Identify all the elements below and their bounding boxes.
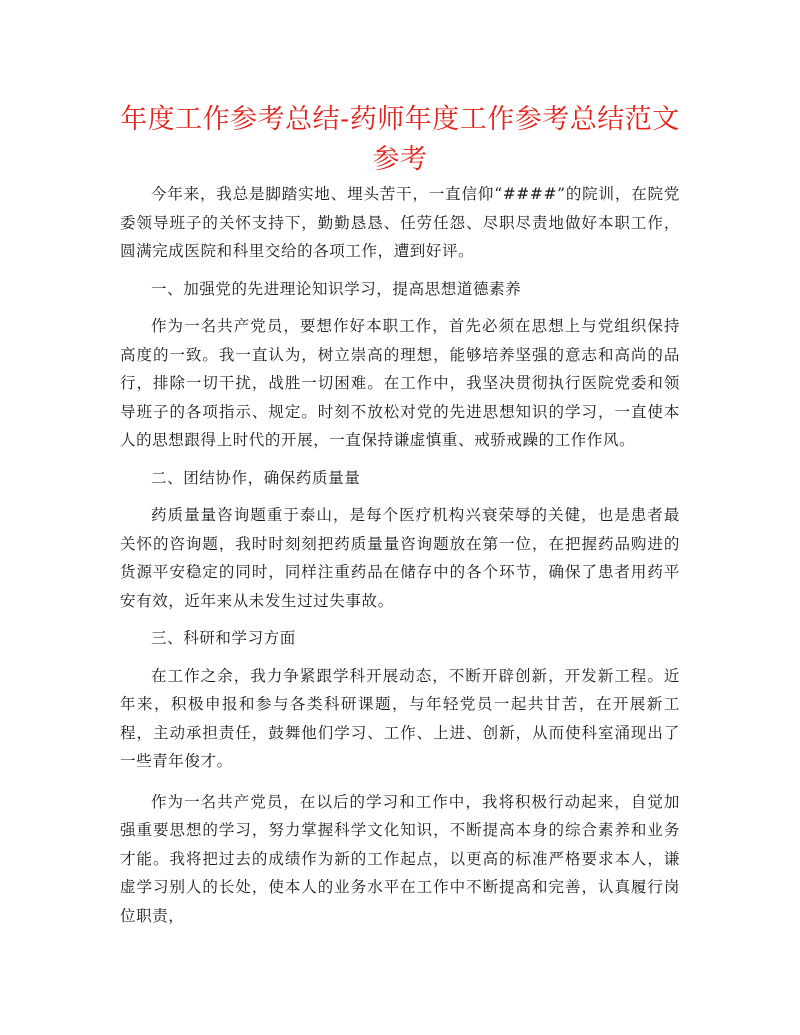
section-heading-3: 三、科研和学习方面 — [151, 629, 296, 647]
section-paragraph-3: 在工作之余，我力争紧跟学科开展动态，不断开辟创新，开发新工程。近年来，积极申报和参与各类科研课题，与年轻党员一起共甘苦，在开展新工程，主动承担责任，鼓舞他们学习、工作、上进、创新，从而使科室涌现出了一些青年俊才。 — [120, 666, 680, 770]
section-paragraph-1: 作为一名共产党员，要想作好本职工作，首先必须在思想上与党组织保持高度的一致。我一直认为，树立崇高的理想，能够培养坚强的意志和高尚的品行，排除一切干扰，战胜一切困难。在工作中，我坚决贯彻执行医院党委和领导班子的各项指示、规定。时刻不放松对党的先进思想知识的学习，一直使本人的思想跟得上时代的开展，一直保持谦虚慎重、戒骄戒躁的工作作风。 — [120, 317, 680, 449]
intro-paragraph: 今年来，我总是脚踏实地、埋头苦干，一直信仰“####”的院训，在院党委领导班子的关怀支持下，勤勤恳恳、任劳任怨、尽职尽责地做好本职工作，圆满完成医院和科里交给的各项工作，遭到好评。 — [120, 185, 680, 260]
section-heading-2: 二、团结协作，确保药质量量 — [151, 468, 361, 487]
section-heading-1: 一、加强党的先进理论知识学习，提高思想道德素养 — [151, 279, 522, 298]
document-title: 年度工作参考总结-药师年度工作参考总结范文参考 — [120, 104, 680, 175]
document-body — [120, 180, 680, 930]
closing-paragraph: 作为一名共产党员，在以后的学习和工作中，我将积极行动起来，自觉加强重要思想的学习，努力掌握科学文化知识，不断提高本身的综合素养和业务才能。我将把过去的成绩作为新的工作起点，以更高的标准严格要求本人，谦虚学习别人的长处，使本人的业务水平在工作中不断提高和完善，认真履行岗位职责， — [120, 792, 680, 925]
section-paragraph-2: 药质量量咨询题重于泰山，是每个医疗机构兴衰荣辱的关健，也是患者最关怀的咨询题，我时时刻刻把药质量量咨询题放在第一位，在把握药品购进的货源平安稳定的同时，同样注重药品在储存中的各个环节，确保了患者用药平安有效，近年来从未发生过过失事故。 — [120, 506, 680, 610]
